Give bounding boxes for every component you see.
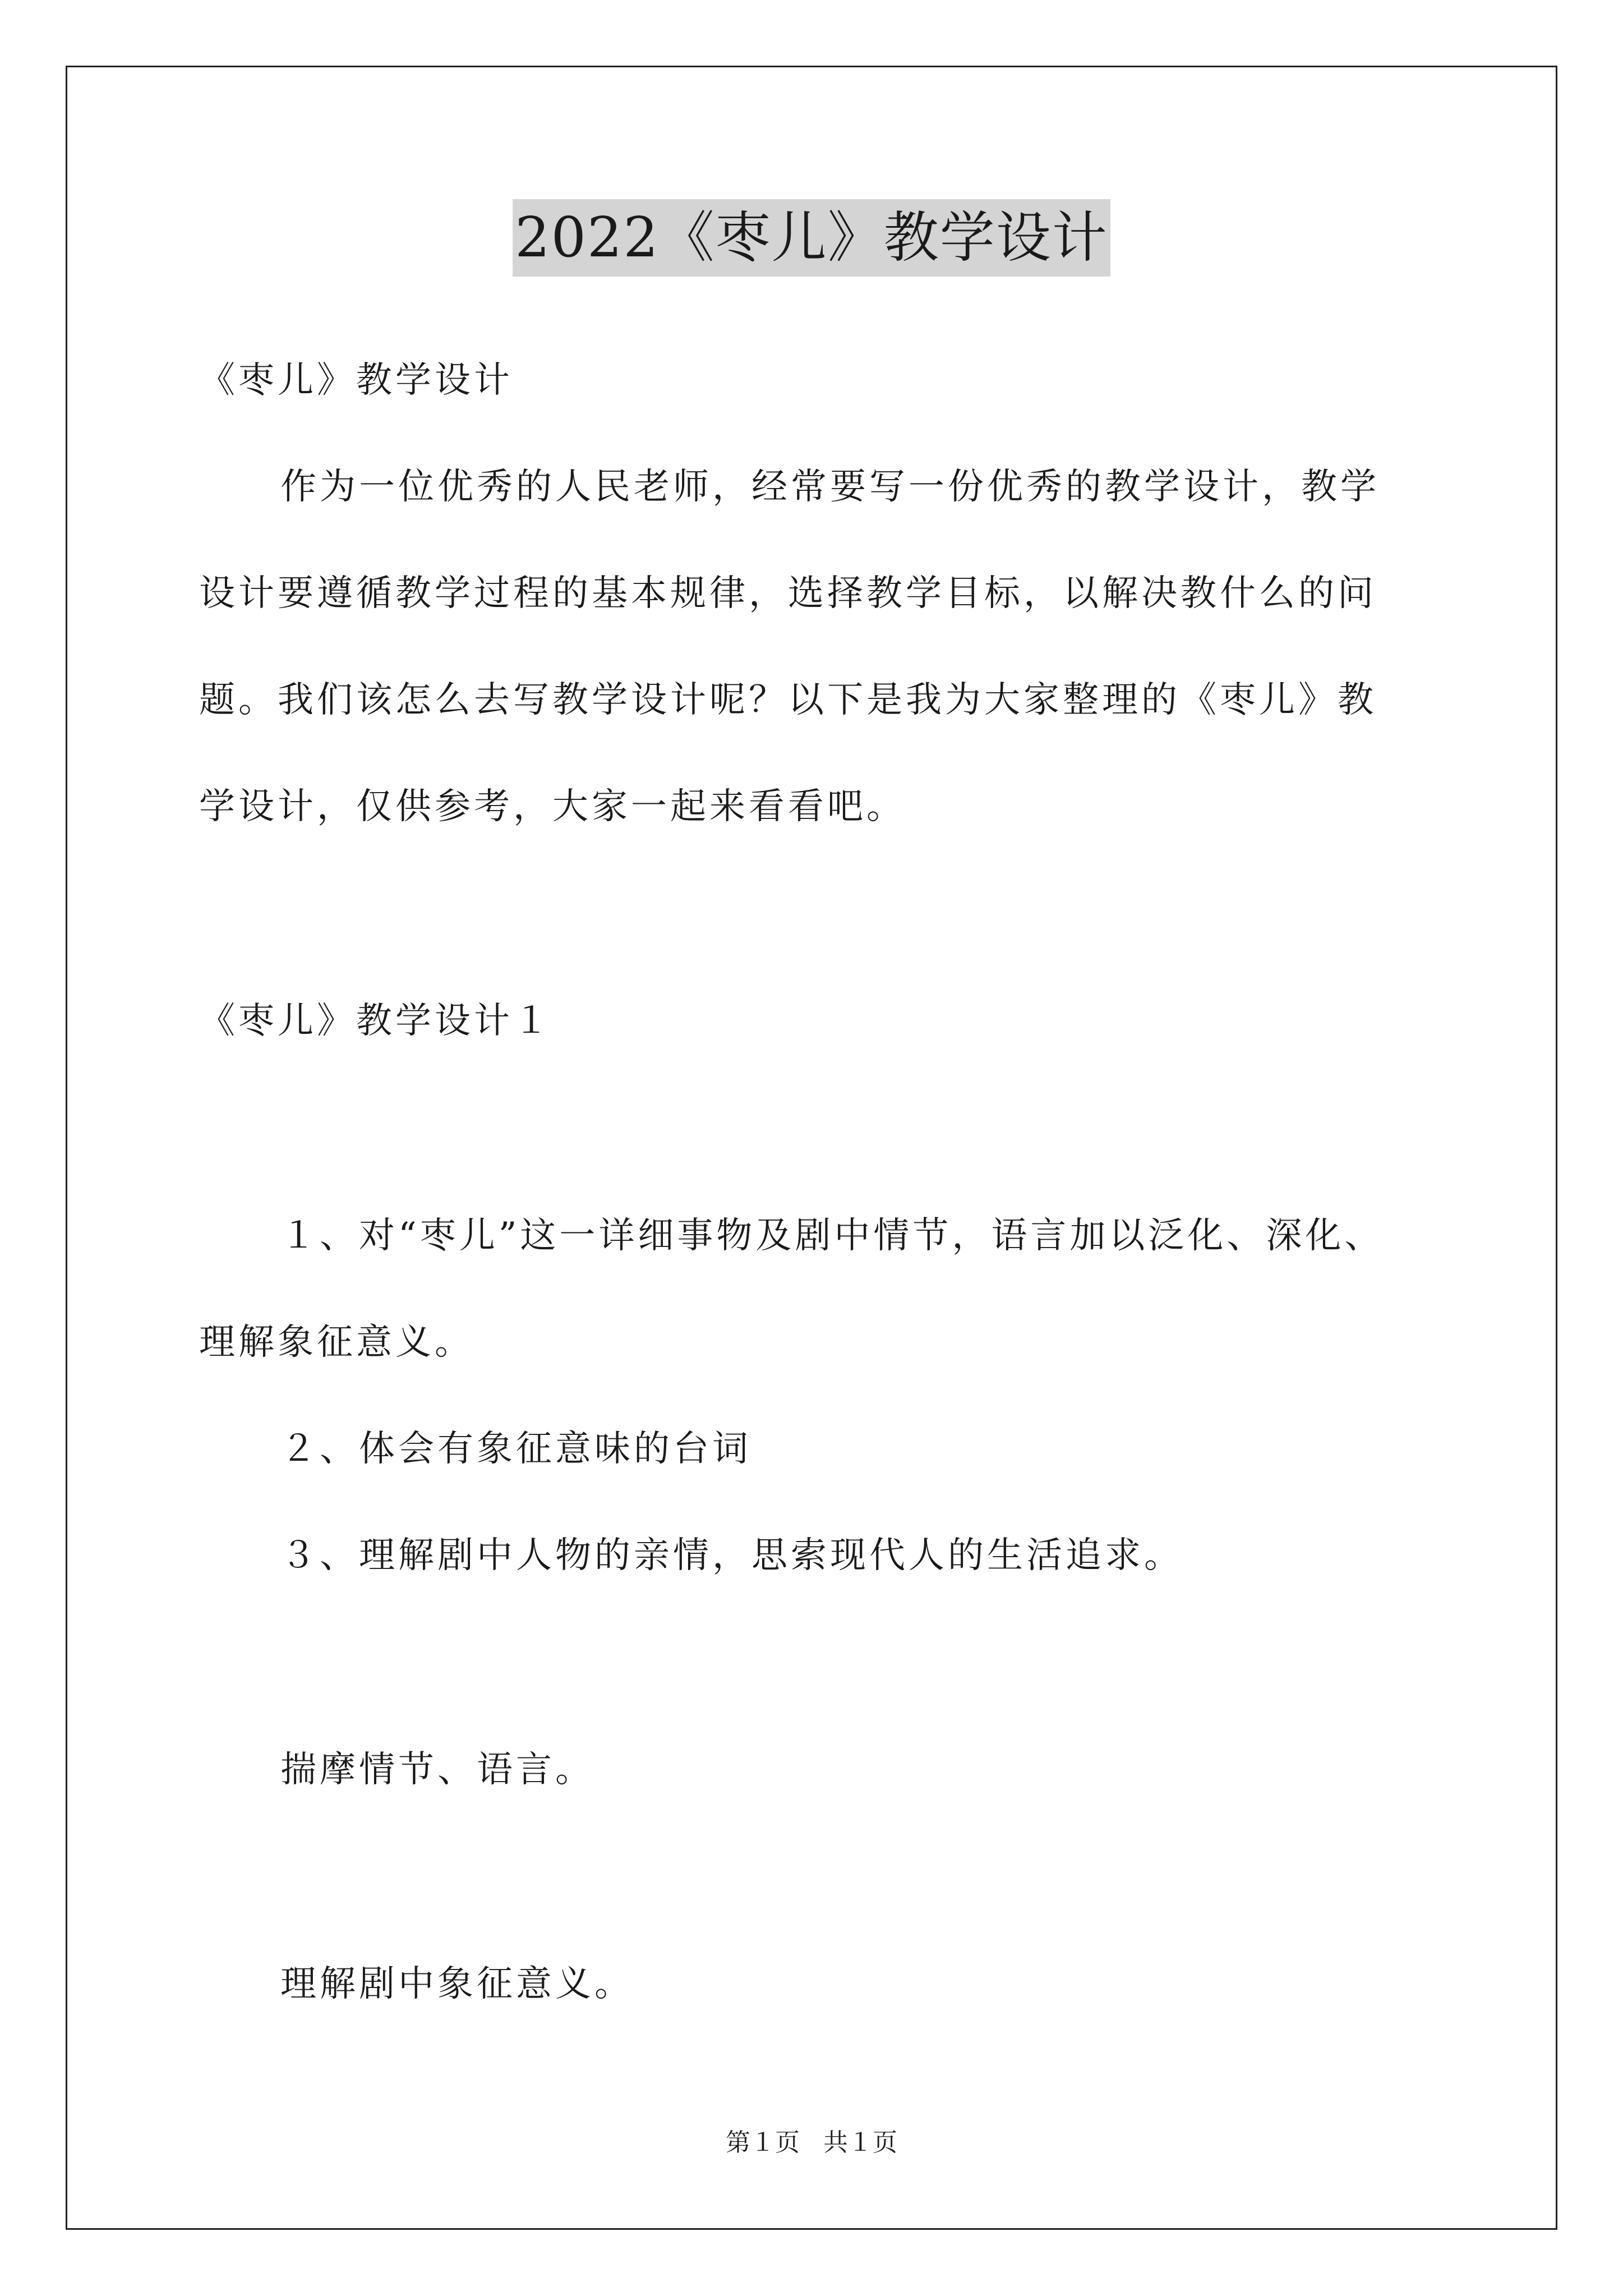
objective-item: ２、体会有象征意味的台词: [280, 1428, 751, 1470]
key-point: 揣摩情节、语言。: [280, 1749, 594, 1791]
intro-line: 学设计，仅供参考，大家一起来看看吧。: [199, 786, 906, 827]
page-footer: 第１页 共１页: [726, 2128, 897, 2157]
title-wrapper: [0, 199, 1623, 277]
intro-line: 设计要遵循教学过程的基本规律，选择教学目标，以解决教什么的问: [199, 573, 1377, 614]
difficult-point: 理解剧中象征意义。: [280, 1963, 634, 2005]
intro-line: 题。我们该怎么去写教学设计呢？以下是我为大家整理的《枣儿》教: [199, 679, 1377, 721]
intro-line: 作为一位优秀的人民老师，经常要写一份优秀的教学设计，教学: [280, 466, 1380, 508]
document-title: 2022《枣儿》教学设计: [513, 199, 1110, 277]
subtitle: 《枣儿》教学设计: [199, 360, 513, 401]
objective-item: ３、理解剧中人物的亲情，思索现代人的生活追求。: [280, 1535, 1183, 1576]
section-heading: 《枣儿》教学设计１: [199, 1000, 552, 1042]
objective-item: 理解象征意义。: [199, 1322, 474, 1363]
objective-item: １、对“枣儿”这一详细事物及剧中情节，语言加以泛化、深化、: [280, 1215, 1384, 1257]
